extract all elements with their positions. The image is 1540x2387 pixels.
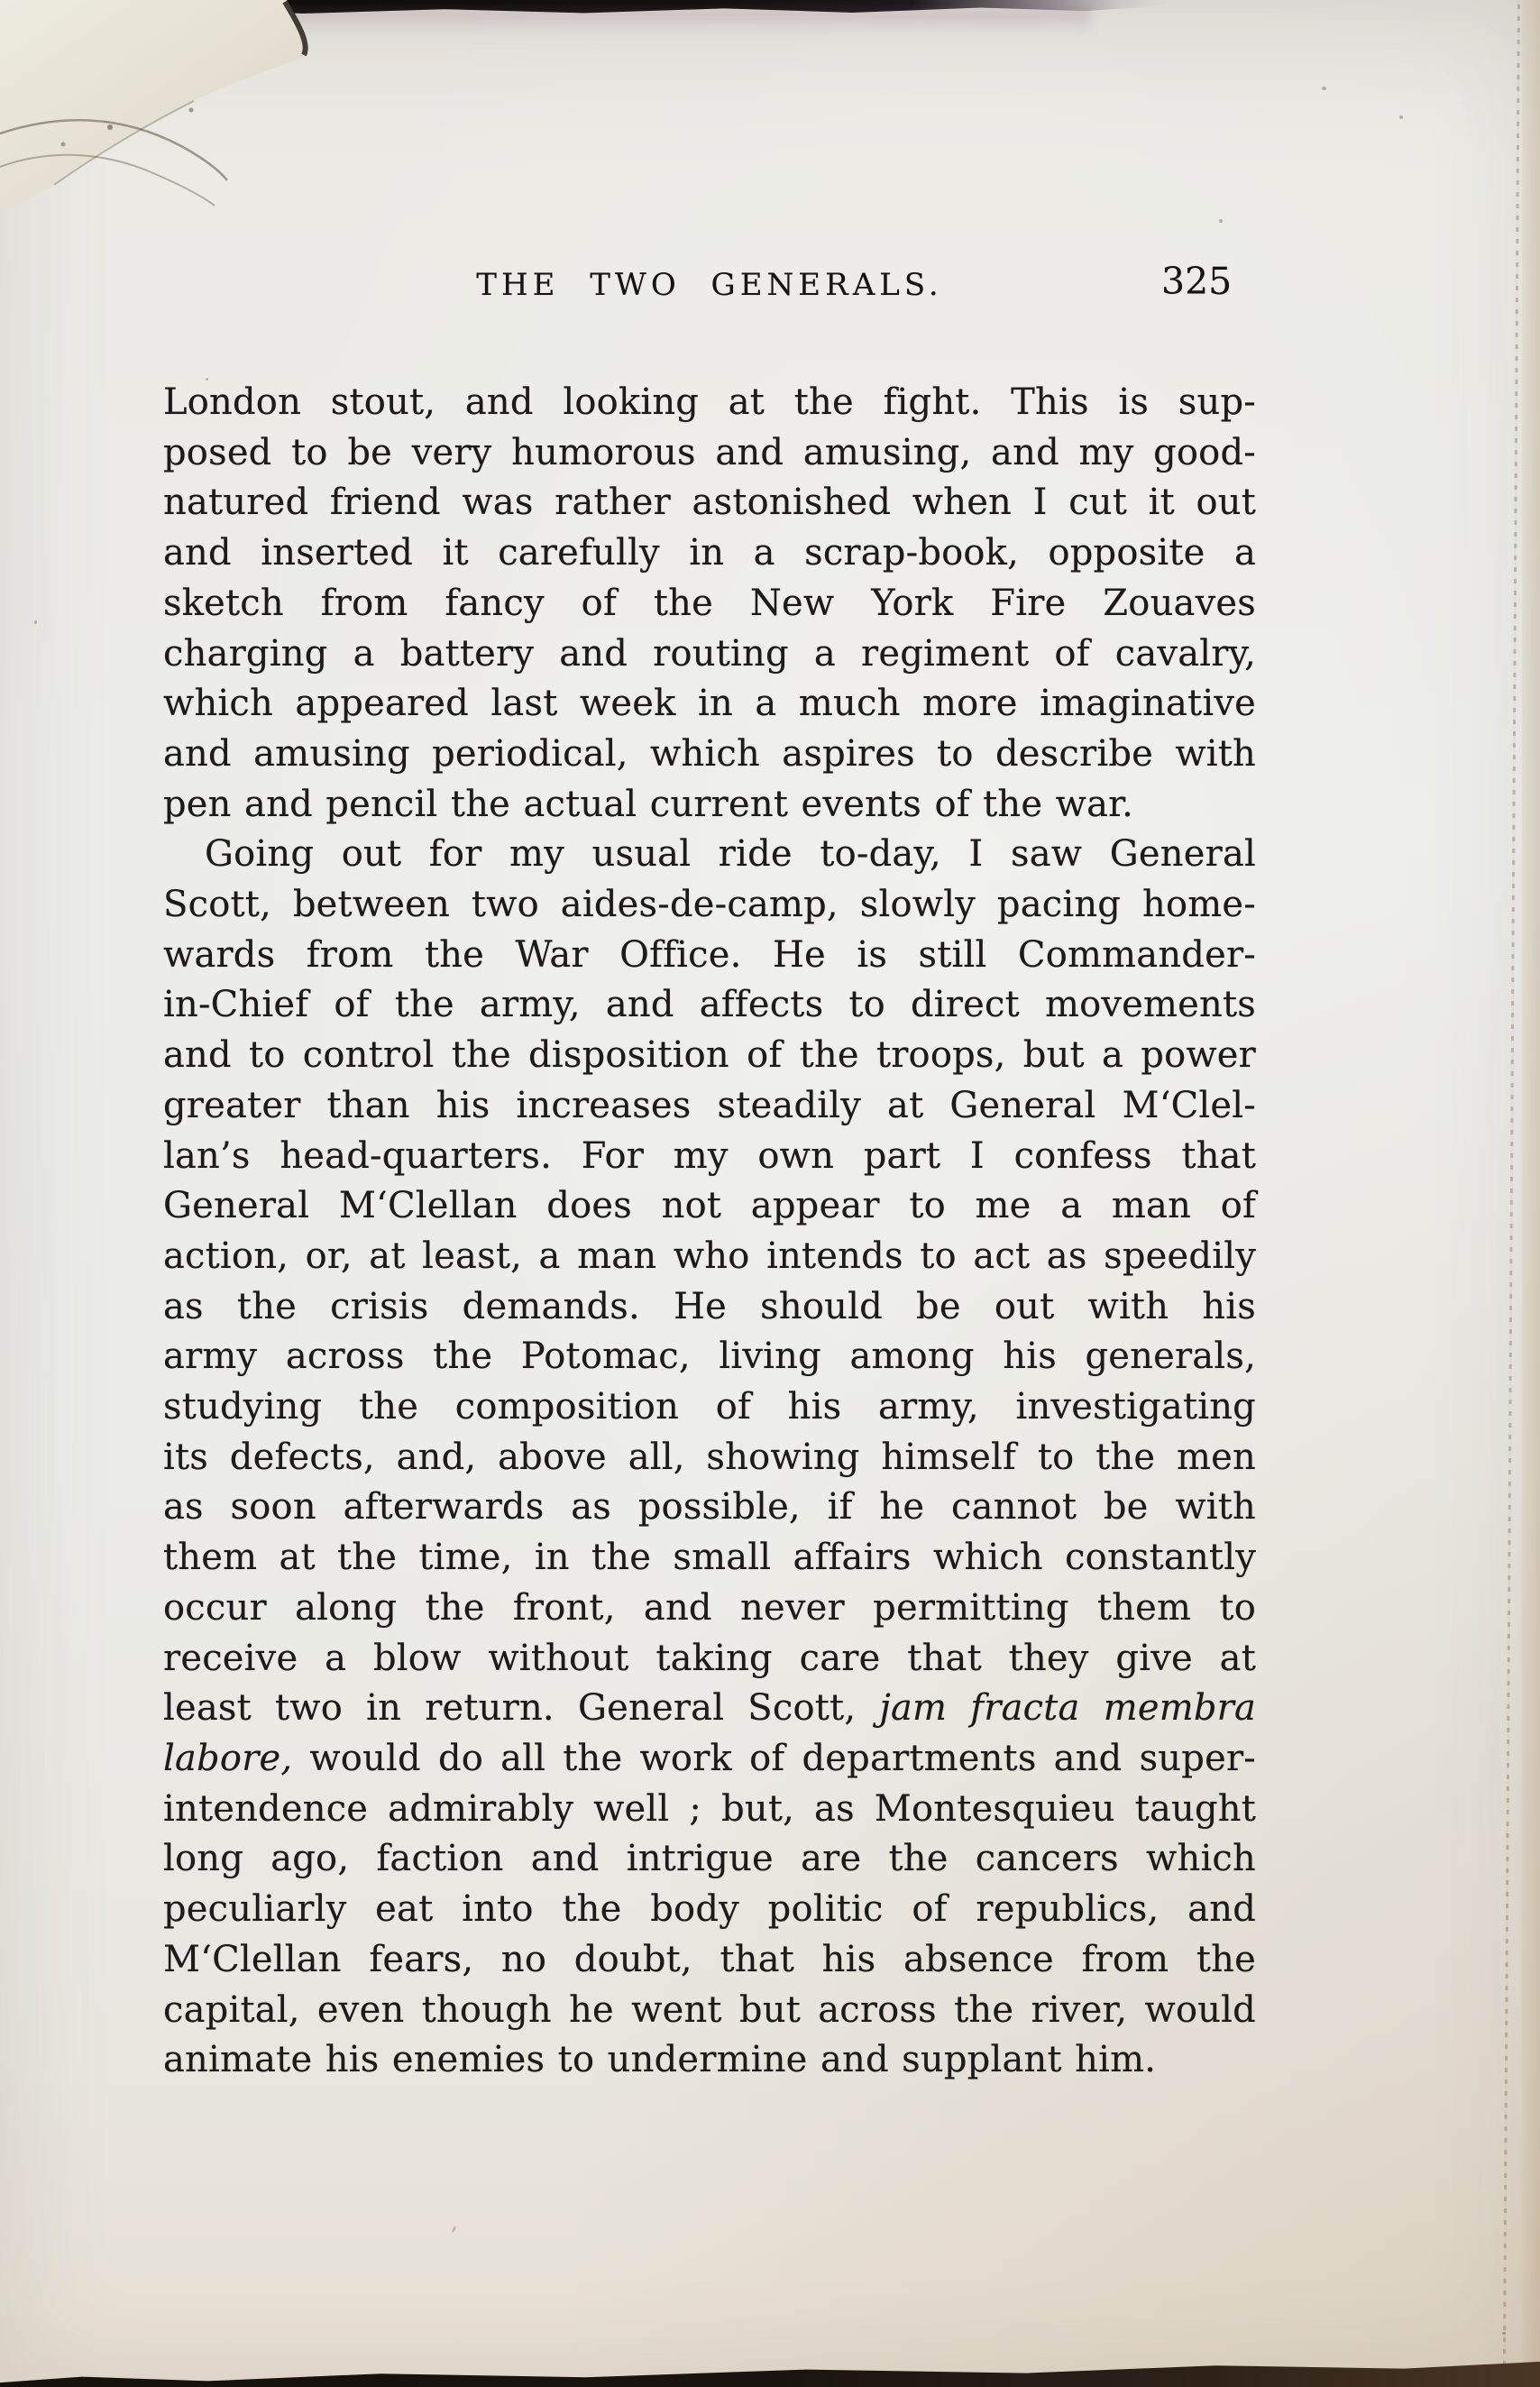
text-line [163,1584,1256,1634]
text-line [163,1282,1256,1333]
paper-speck [1322,87,1326,90]
text-line [163,1634,1256,1685]
text-segment: and inserted it carefully in a scrap-book, opposite a [163,532,1256,574]
paper-speck [34,620,37,624]
text-segment: long ago, faction and intrigue are the cancers which [163,1838,1256,1880]
text-line [163,1834,1256,1885]
page-edge-margin [1522,0,1540,2387]
text-segment: which appeared last week in a much more imaginative [163,683,1256,725]
paper-speck [1219,219,1223,223]
text-segment: lan’s head-quarters. For my own part I confess that [163,1134,1256,1177]
text-line [163,1885,1256,1935]
text-line [163,1181,1256,1232]
text-segment: General M‘Clellan does not appear to me a man of [163,1185,1256,1227]
text-segment: army across the Potomac, living among his generals, [163,1336,1256,1378]
text-line [163,1785,1256,1835]
text-line [163,931,1256,981]
text-line [163,1935,1256,1986]
text-segment: occur along the front, and never permitting them to [163,1586,1256,1629]
italic-text-segment: labore, [163,1737,293,1779]
text-line [163,880,1256,931]
text-segment: its defects, and, above all, showing himself to the men [163,1436,1256,1478]
text-line [163,1433,1256,1483]
text-line [163,830,1256,880]
text-segment: wards from the War Office. He is still Commander- [163,933,1256,976]
text-line [163,428,1256,479]
text-segment: natured friend was rather astonished when I cut it out [163,482,1256,524]
text-line [163,730,1256,780]
text-segment: pen and pencil the actual current events of the war. [163,783,1133,825]
text-line [163,1332,1256,1382]
text-line [163,478,1256,528]
text-line [163,1232,1256,1282]
page-edge-line [1503,0,1520,2387]
paper-speck [451,2226,456,2234]
text-line [163,1132,1256,1182]
text-segment: charging a battery and routing a regiment of cavalry, [163,632,1256,675]
text-line [163,378,1256,428]
text-line [163,679,1256,730]
running-header: THE TWO GENERALS. [476,267,943,303]
text-segment: posed to be very humorous and amusing, and my good- [163,431,1256,473]
text-line [163,1986,1256,2036]
text-line [163,1734,1256,1785]
text-line [163,1031,1256,1081]
text-segment: them at the time, in the small affairs which constantly [163,1537,1256,1579]
text-segment: would do all the work of departments and super- [292,1737,1256,1779]
text-line [163,1081,1256,1132]
page-number: 325 [1161,260,1233,303]
text-line [163,1382,1256,1433]
text-line [163,2035,1256,2086]
paper-speck [1399,115,1403,119]
text-segment: least two in return. General Scott, [163,1687,880,1730]
text-segment: studying the composition of his army, investigating [163,1386,1256,1428]
text-segment: animate his enemies to undermine and supplant him. [163,2039,1157,2081]
text-line [163,980,1256,1031]
italic-text-segment: jam fracta membra [879,1687,1256,1730]
text-segment: Going out for my usual ride to-day, I saw General [205,833,1256,876]
text-segment: in-Chief of the army, and affects to direct movements [163,984,1256,1026]
text-segment: capital, even though he went but across the river, would [163,1988,1256,2031]
text-segment: and to control the disposition of the troops, but a power [163,1034,1256,1077]
text-segment: Scott, between two aides-de-camp, slowly pacing home- [163,884,1256,926]
text-line [163,1684,1256,1734]
text-segment: receive a blow without taking care that they give at [163,1637,1256,1679]
text-segment: and amusing periodical, which aspires to describe with [163,732,1256,775]
text-segment: sketch from fancy of the New York Fire Zouaves [163,582,1256,624]
text-segment: London stout, and looking at the fight. This is sup- [163,381,1256,423]
text-segment: as soon afterwards as possible, if he cannot be with [163,1486,1256,1529]
text-segment: action, or, at least, a man who intends to act as speedily [163,1235,1256,1277]
text-line [163,528,1256,579]
text-line [163,780,1256,831]
text-line [163,1533,1256,1584]
text-line [163,1483,1256,1533]
text-segment: greater than his increases steadily at General M‘Clel- [163,1084,1256,1126]
torn-corner-flap [0,0,343,225]
text-segment: M‘Clellan fears, no doubt, that his absence from the [163,1938,1256,1980]
text-segment: intendence admirably well ; but, as Montesquieu taught [163,1787,1256,1830]
text-segment: peculiarly eat into the body politic of republics, and [163,1888,1256,1931]
scan-bottom-edge [0,2354,1540,2387]
paper-speck [1502,2332,1506,2335]
text-line [163,579,1256,629]
text-line [163,629,1256,680]
text-segment: as the crisis demands. He should be out with his [163,1285,1256,1327]
text-block [163,378,1256,2086]
